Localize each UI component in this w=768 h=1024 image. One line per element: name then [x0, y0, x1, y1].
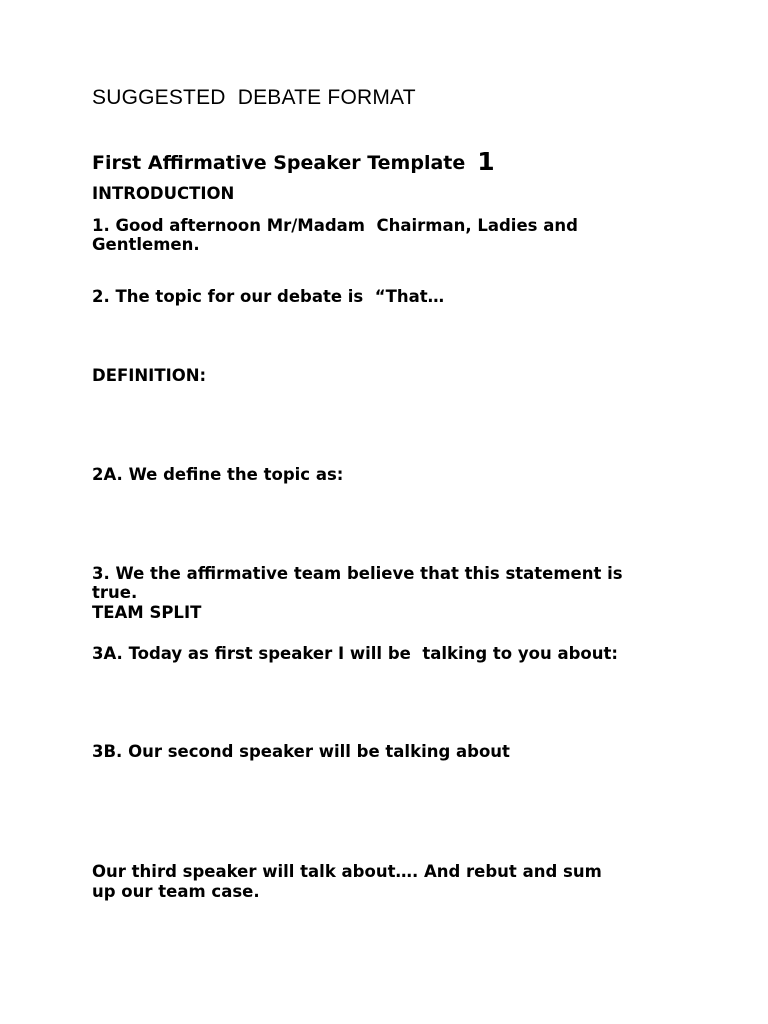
third-speaker-line-1: Our third speaker will talk about…. And rebut and sum	[92, 862, 602, 881]
greeting-line-2: Gentlemen.	[92, 235, 200, 254]
template-title: First Affirmative Speaker Template	[92, 152, 466, 174]
greeting-line-1: 1. Good afternoon Mr/Madam Chairman, Ladies and	[92, 216, 578, 235]
third-speaker-line-2: up our team case.	[92, 882, 260, 901]
define-topic-statement: 2A. We define the topic as:	[92, 465, 344, 484]
team-split-heading: TEAM SPLIT	[92, 603, 202, 622]
second-speaker-statement: 3B. Our second speaker will be talking about	[92, 742, 510, 761]
document-title: SUGGESTED DEBATE FORMAT	[92, 86, 416, 109]
topic-statement: 2. The topic for our debate is “That…	[92, 287, 445, 306]
introduction-heading: INTRODUCTION	[92, 184, 235, 203]
affirmative-belief-line-2: true.	[92, 583, 138, 602]
definition-heading: DEFINITION:	[92, 366, 207, 385]
affirmative-belief-line-1: 3. We the affirmative team believe that this statement is	[92, 564, 623, 583]
template-heading	[92, 146, 495, 175]
template-number: 1	[477, 147, 495, 176]
first-speaker-statement: 3A. Today as first speaker I will be talking to you about:	[92, 644, 618, 663]
